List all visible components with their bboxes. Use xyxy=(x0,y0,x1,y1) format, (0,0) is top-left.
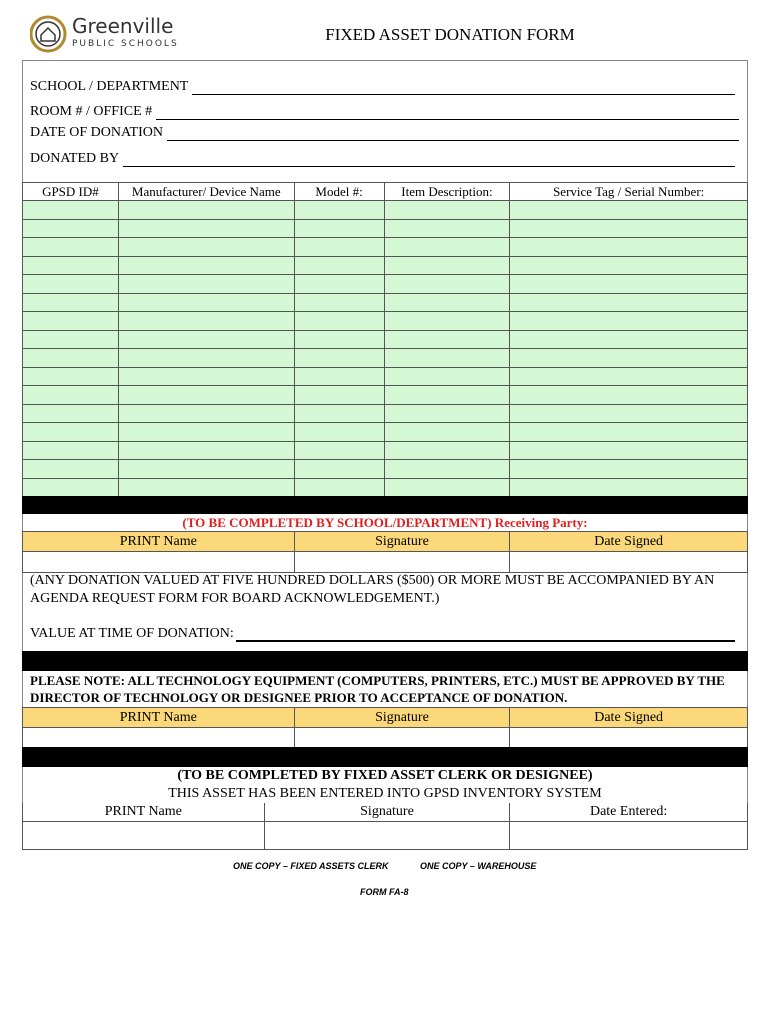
tech-date-label: Date Signed xyxy=(510,708,748,728)
grid-cell[interactable] xyxy=(510,219,748,238)
grid-cell[interactable] xyxy=(384,312,510,331)
grid-cell[interactable] xyxy=(23,349,119,368)
grid-cell[interactable] xyxy=(510,404,748,423)
table-row xyxy=(23,275,748,294)
grid-cell[interactable] xyxy=(294,386,384,405)
receiving-signature-cell[interactable] xyxy=(294,552,510,573)
grid-cell[interactable] xyxy=(294,349,384,368)
receiving-date-label: Date Signed xyxy=(510,532,748,552)
clerk-subheading: THIS ASSET HAS BEEN ENTERED INTO GPSD INVENTORY SYSTEM xyxy=(168,786,602,801)
grid-cell[interactable] xyxy=(384,349,510,368)
school-field[interactable] xyxy=(30,79,735,95)
grid-cell[interactable] xyxy=(23,219,119,238)
clerk-signature-table xyxy=(22,803,748,850)
grid-cell[interactable] xyxy=(384,275,510,294)
table-row xyxy=(23,312,748,331)
grid-cell[interactable] xyxy=(118,293,294,312)
grid-cell[interactable] xyxy=(510,275,748,294)
grid-cell[interactable] xyxy=(23,478,119,497)
date-label: DATE OF DONATION xyxy=(30,125,163,140)
grid-cell[interactable] xyxy=(294,478,384,497)
table-row xyxy=(23,201,748,220)
table-row xyxy=(23,219,748,238)
receiving-date-cell[interactable] xyxy=(510,552,748,573)
grid-cell[interactable] xyxy=(510,423,748,442)
value-label: VALUE AT TIME OF DONATION: xyxy=(30,626,234,641)
tech-print-name-cell[interactable] xyxy=(23,728,295,749)
divider-bar xyxy=(22,747,748,767)
clerk-print-name-label: PRINT Name xyxy=(23,803,265,822)
technology-note: PLEASE NOTE: ALL TECHNOLOGY EQUIPMENT (COMPUTERS, PRINTERS, ETC.) MUST BE APPROVED BY THE DIRECTOR OF TECHNOLOGY OR DESIGNEE PRIOR TO ACCEPTANCE OF DONATION. xyxy=(30,673,725,705)
copy-warehouse: ONE COPY – WAREHOUSE xyxy=(420,861,537,871)
col-gpsd-id: GPSD ID# xyxy=(23,183,119,201)
receiving-signature-label: Signature xyxy=(294,532,510,552)
grid-cell[interactable] xyxy=(23,201,119,220)
grid-cell[interactable] xyxy=(294,404,384,423)
room-field[interactable] xyxy=(30,104,739,120)
grid-cell[interactable] xyxy=(384,330,510,349)
clerk-print-name-cell[interactable] xyxy=(23,822,265,850)
grid-cell[interactable] xyxy=(118,275,294,294)
donated-by-field[interactable] xyxy=(30,151,735,167)
tech-date-cell[interactable] xyxy=(510,728,748,749)
clerk-date-cell[interactable] xyxy=(510,822,748,850)
grid-cell[interactable] xyxy=(118,478,294,497)
grid-cell[interactable] xyxy=(294,330,384,349)
grid-cell[interactable] xyxy=(294,367,384,386)
donation-notice: (ANY DONATION VALUED AT FIVE HUNDRED DOLLARS ($500) OR MORE MUST BE ACCOMPANIED BY AN AGENDA REQUEST FORM FOR BOARD ACKNOWLEDGEMENT.) xyxy=(30,573,715,606)
tech-signature-label: Signature xyxy=(294,708,510,728)
item-table xyxy=(22,182,748,497)
grid-cell[interactable] xyxy=(294,256,384,275)
grid-cell[interactable] xyxy=(384,367,510,386)
grid-cell[interactable] xyxy=(384,219,510,238)
grid-cell[interactable] xyxy=(23,367,119,386)
table-row xyxy=(23,330,748,349)
table-row xyxy=(23,460,748,479)
grid-cell[interactable] xyxy=(23,423,119,442)
form-id: FORM FA-8 xyxy=(360,887,409,897)
divider-bar xyxy=(22,651,748,671)
grid-cell[interactable] xyxy=(118,219,294,238)
grid-cell[interactable] xyxy=(118,256,294,275)
logo-subtitle: PUBLIC SCHOOLS xyxy=(72,39,179,49)
room-label: ROOM # / OFFICE # xyxy=(30,104,153,119)
grid-cell[interactable] xyxy=(23,312,119,331)
date-field[interactable] xyxy=(30,125,739,141)
grid-cell[interactable] xyxy=(510,478,748,497)
grid-cell[interactable] xyxy=(23,330,119,349)
grid-cell[interactable] xyxy=(294,460,384,479)
donated-by-label: DONATED BY xyxy=(30,151,120,166)
col-serial: Service Tag / Serial Number: xyxy=(510,183,748,201)
grid-cell[interactable] xyxy=(294,275,384,294)
tech-print-name-label: PRINT Name xyxy=(23,708,295,728)
table-row xyxy=(23,293,748,312)
grid-cell[interactable] xyxy=(384,423,510,442)
grid-cell[interactable] xyxy=(510,386,748,405)
form-title: FIXED ASSET DONATION FORM xyxy=(325,25,575,44)
grid-cell[interactable] xyxy=(510,441,748,460)
grid-cell[interactable] xyxy=(294,201,384,220)
clerk-signature-label: Signature xyxy=(264,803,510,822)
grid-cell[interactable] xyxy=(384,201,510,220)
grid-cell[interactable] xyxy=(23,275,119,294)
grid-cell[interactable] xyxy=(510,201,748,220)
grid-cell[interactable] xyxy=(294,312,384,331)
grid-cell[interactable] xyxy=(118,238,294,257)
table-row xyxy=(23,386,748,405)
grid-cell[interactable] xyxy=(118,312,294,331)
grid-cell[interactable] xyxy=(118,386,294,405)
col-device-name: Manufacturer/ Device Name xyxy=(118,183,294,201)
grid-cell[interactable] xyxy=(510,238,748,257)
grid-cell[interactable] xyxy=(23,441,119,460)
grid-cell[interactable] xyxy=(510,330,748,349)
grid-cell[interactable] xyxy=(510,367,748,386)
grid-cell[interactable] xyxy=(23,238,119,257)
school-label: SCHOOL / DEPARTMENT xyxy=(30,79,189,94)
grid-cell[interactable] xyxy=(294,293,384,312)
grid-cell[interactable] xyxy=(23,386,119,405)
grid-cell[interactable] xyxy=(510,293,748,312)
clerk-heading: (TO BE COMPLETED BY FIXED ASSET CLERK OR DESIGNEE) xyxy=(177,768,593,783)
greenville-logo xyxy=(30,14,210,54)
grid-cell[interactable] xyxy=(384,441,510,460)
item-table-header xyxy=(23,183,748,201)
grid-cell[interactable] xyxy=(510,256,748,275)
table-row xyxy=(23,256,748,275)
col-model: Model #: xyxy=(294,183,384,201)
divider-bar xyxy=(22,496,748,514)
grid-cell[interactable] xyxy=(23,404,119,423)
col-description: Item Description: xyxy=(384,183,510,201)
grid-cell[interactable] xyxy=(23,293,119,312)
logo-name: Greenville xyxy=(72,14,174,38)
grid-cell[interactable] xyxy=(118,404,294,423)
grid-cell[interactable] xyxy=(384,238,510,257)
receiving-print-name-cell[interactable] xyxy=(23,552,295,573)
grid-cell[interactable] xyxy=(118,460,294,479)
clerk-date-label: Date Entered: xyxy=(510,803,748,822)
grid-cell[interactable] xyxy=(384,460,510,479)
grid-cell[interactable] xyxy=(294,441,384,460)
grid-cell[interactable] xyxy=(23,256,119,275)
clerk-signature-cell[interactable] xyxy=(264,822,510,850)
grid-cell[interactable] xyxy=(294,423,384,442)
tech-signature-cell[interactable] xyxy=(294,728,510,749)
grid-cell[interactable] xyxy=(510,312,748,331)
grid-cell[interactable] xyxy=(118,423,294,442)
grid-cell[interactable] xyxy=(118,349,294,368)
receiving-signature-table xyxy=(22,531,748,573)
receiving-print-name-label: PRINT Name xyxy=(23,532,295,552)
table-row xyxy=(23,423,748,442)
table-row xyxy=(23,367,748,386)
receiving-heading: (TO BE COMPLETED BY SCHOOL/DEPARTMENT) Receiving Party: xyxy=(182,515,588,530)
grid-cell[interactable] xyxy=(510,349,748,368)
table-row xyxy=(23,404,748,423)
grid-cell[interactable] xyxy=(118,330,294,349)
value-field[interactable] xyxy=(30,626,735,642)
grid-cell[interactable] xyxy=(294,238,384,257)
grid-cell[interactable] xyxy=(384,256,510,275)
grid-cell[interactable] xyxy=(384,293,510,312)
grid-cell[interactable] xyxy=(510,460,748,479)
table-row xyxy=(23,478,748,497)
copy-fixed-assets: ONE COPY – FIXED ASSETS CLERK xyxy=(233,861,389,871)
grid-cell[interactable] xyxy=(118,367,294,386)
grid-cell[interactable] xyxy=(294,219,384,238)
technology-signature-table xyxy=(22,707,748,749)
table-row xyxy=(23,441,748,460)
table-row xyxy=(23,349,748,368)
grid-cell[interactable] xyxy=(118,441,294,460)
grid-cell[interactable] xyxy=(23,460,119,479)
grid-cell[interactable] xyxy=(118,201,294,220)
grid-cell[interactable] xyxy=(384,386,510,405)
table-row xyxy=(23,238,748,257)
grid-cell[interactable] xyxy=(384,478,510,497)
grid-cell[interactable] xyxy=(384,404,510,423)
